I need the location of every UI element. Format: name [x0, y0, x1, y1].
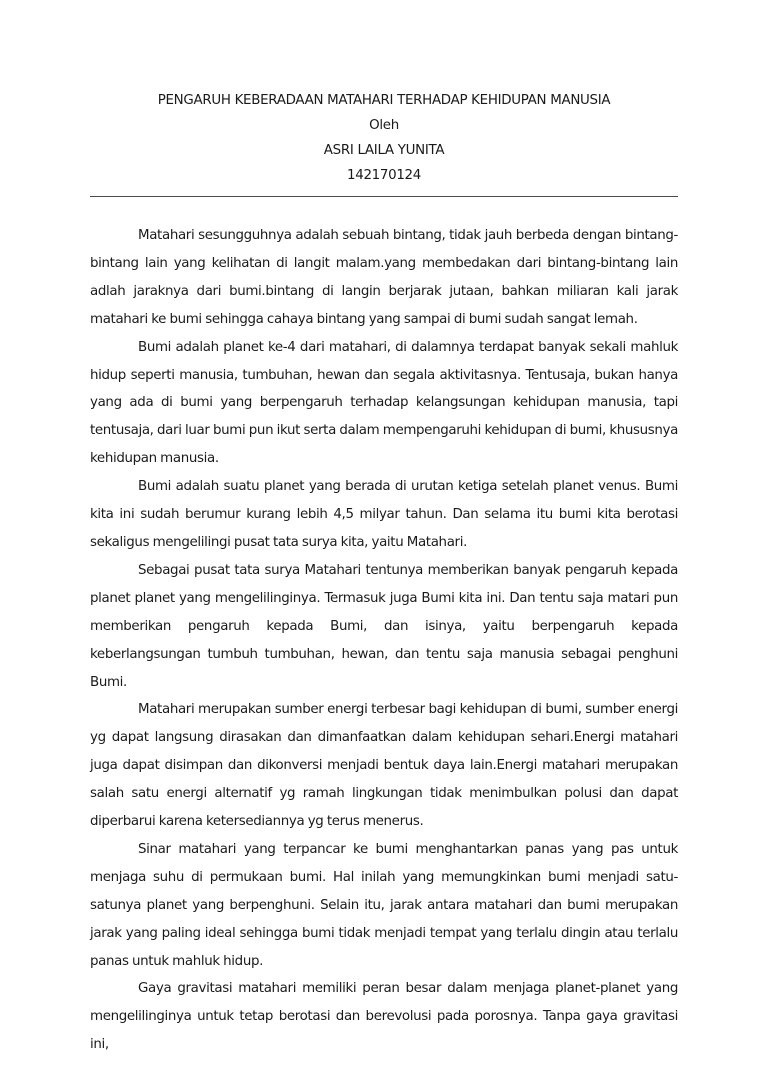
paragraph: Matahari merupakan sumber energi terbesar bagi kehidupan di bumi, sumber energi yg dapat langsung dirasakan dan dimanfaatkan dalam kehidupan sehari.Energi matahari juga dapat disimpan dan dikonversi menjadi bentuk daya lain.Energi matahari merupakan salah satu energi alternatif yg ramah lingkungan tidak menimbulkan polusi dan dapat diperbarui karena ketersediannya yg terus menerus. [90, 702, 678, 830]
paragraph: Sinar matahari yang terpancar ke bumi menghantarkan panas yang pas untuk menjaga suhu di permukaan bumi. Hal inilah yang memungkinkan bumi menjadi satu-satunya planet yang berpenghuni. Selain itu, jarak antara matahari dan bumi merupakan jarak yang paling ideal sehingga bumi tidak menjadi tempat yang terlalu dingin atau terlalu panas untuk mahluk hidup. [90, 841, 678, 969]
student-id: 142170124 [347, 168, 421, 183]
paragraph: Bumi adalah planet ke-4 dari matahari, di dalamnya terdapat banyak sekali mahluk hidup seperti manusia, tumbuhan, hewan dan segala aktivitasnya. Tentusaja, bukan hanya yang ada di bumi yang berpengaruh terhadap kelangsungan kehidupan manusia, tapi tentusaja, dari luar bumi pun ikut serta dalam mempengaruhi kehidupan di bumi, khususnya kehidupan manusia. [90, 339, 678, 467]
document-header [90, 88, 678, 188]
by-line: Oleh [369, 118, 399, 133]
document-title: PENGARUH KEBERADAAN MATAHARI TERHADAP KEHIDUPAN MANUSIA [157, 93, 611, 108]
paragraph: Bumi adalah suatu planet yang berada di urutan ketiga setelah planet venus. Bumi kita ini sudah berumur kurang lebih 4,5 milyar tahun. Dan selama itu bumi kita berotasi sekaligus mengelilingi pusat tata surya kita, yaitu Matahari. [90, 479, 678, 550]
paragraph: Sebagai pusat tata surya Matahari tentunya memberikan banyak pengaruh kepada planet planet yang mengelilinginya. Termasuk juga Bumi kita ini. Dan tentu saja matari pun memberikan pengaruh kepada Bumi, dan isinya, yaitu berpengaruh kepada keberlangsungan tumbuh tumbuhan, hewan, dan tentu saja manusia sebagai penghuni Bumi. [90, 562, 678, 690]
author-name: ASRI LAILA YUNITA [323, 143, 445, 158]
document-body [90, 222, 678, 1059]
paragraph: Gaya gravitasi matahari memiliki peran besar dalam menjaga planet-planet yang mengelilinginya untuk tetap berotasi dan berevolusi pada porosnya. Tanpa gaya gravitasi ini, [90, 981, 678, 1053]
header-divider [90, 196, 678, 197]
paragraph: Matahari sesungguhnya adalah sebuah bintang, tidak jauh berbeda dengan bintang-bintang lain yang kelihatan di langit malam.yang membedakan dari bintang-bintang lain adlah jaraknya dari bumi.bintang di langin berjarak jutaan, bahkan miliaran kali jarak matahari ke bumi sehingga cahaya bintang yang sampai di bumi sudah sangat lemah. [90, 228, 678, 327]
